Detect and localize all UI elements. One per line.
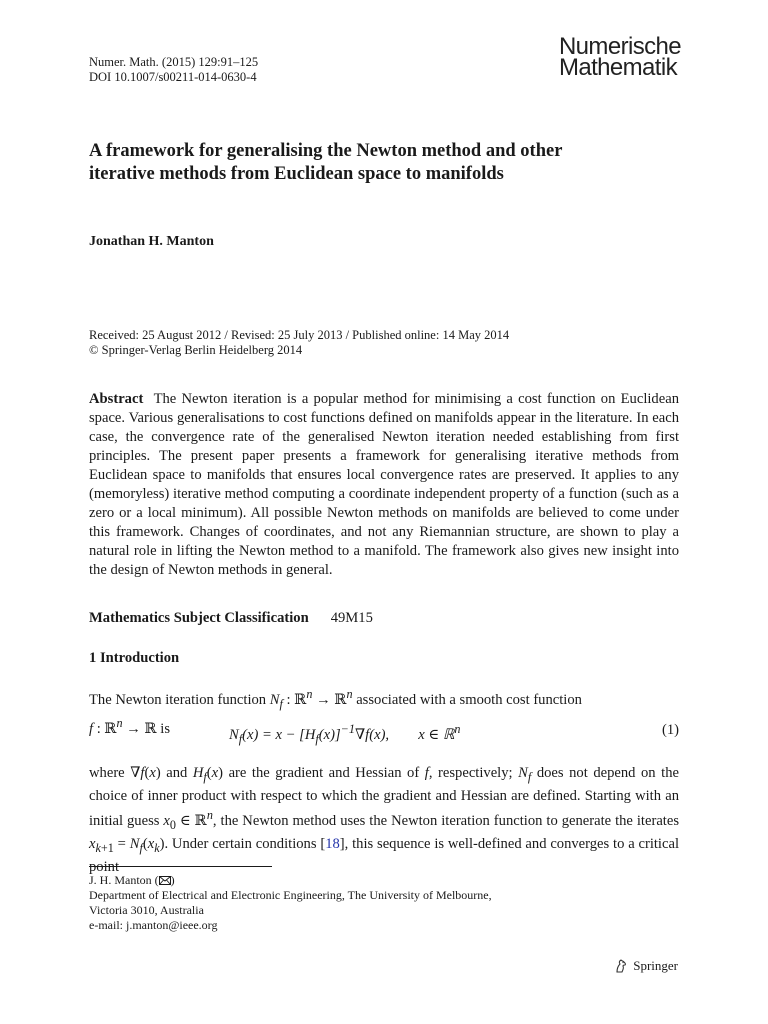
citation: Numer. Math. (2015) 129:91–125 (89, 55, 259, 69)
author-name: Jonathan H. Manton (89, 234, 214, 249)
author-footnote (89, 873, 679, 933)
springer-horse-icon (613, 958, 629, 974)
paper-title: A framework for generalising the Newton method and other iterative methods from Euclidean space to manifolds (89, 141, 563, 184)
doi: DOI 10.1007/s00211-014-0630-4 (89, 70, 257, 84)
publisher-name: Springer (633, 958, 678, 973)
header-meta (89, 55, 258, 85)
department: Department of Electrical and Electronic Engineering, The University of Melbourne, (89, 888, 492, 902)
history-dates: Received: 25 August 2012 / Revised: 25 July 2013 / Published online: 14 May 2014 (89, 328, 510, 342)
publication-dates (89, 328, 509, 358)
equation-number: (1) (661, 722, 679, 738)
msc-label: Mathematics Subject Classification (89, 610, 309, 626)
msc-line (89, 610, 373, 627)
journal-name-line1: Numerische (558, 33, 681, 60)
abstract-label: Abstract (89, 391, 144, 407)
section-heading: 1 Introduction (89, 650, 180, 666)
footnote-rule (89, 866, 272, 867)
msc-code: 49M15 (330, 610, 373, 626)
envelope-icon (159, 876, 171, 885)
journal-logo (558, 33, 681, 81)
publisher-mark (613, 958, 678, 974)
address: Victoria 3010, Australia (89, 903, 204, 917)
equation-body: $N_f(x) = x - [H_f(x)]^{-1}\nabla f(x)$, x ∈ ℝ$^n$ (229, 722, 461, 746)
email: e-mail: j.manton@ieee.org (89, 918, 218, 932)
corresponding-author: J. H. Manton ( ) (89, 873, 175, 887)
abstract-text: The Newton iteration is a popular method for minimising a cost function on Euclidean space. Various generalisations to cost functions defined on manifolds appear in the literature. In each case, the convergence rate of the generalised Newton iteration needed establishing from first principles. The present paper presents a framework for generalising iterative methods from Euclidean space to manifolds that ensures local convergence rates are preserved. It applies to any (memoryless) iterative method computing a coordinate independent property of a function (such as a zero or a local minimum). All possible Newton methods on manifolds are believed to come under this framework. Changes of coordinates, and not any Riemannian structure, are shown to play a natural role in lifting the Newton method to a manifold. The framework also gives new insight into the design of Newton methods in general. (89, 391, 679, 578)
copyright: © Springer-Verlag Berlin Heidelberg 2014 (89, 343, 303, 357)
intro-paragraph-1: The Newton iteration function $N_f$ : ℝ$^n$ → ℝ$^n$ associated with a smooth cost function f : ℝ$^n$ → ℝ is (89, 687, 582, 737)
intro-paragraph-2: where ∇f(x) and $H_f(x)$ are the gradient and Hessian of f, respectively; $N_f$ does not depend on the choice of inner product with respect to which the gradient and Hessian are defined. Starting with an initial guess $x_0$ ∈ ℝ$^n$, the Newton method uses the Newton iteration function to generate the iterates $x_{k+1} = N_f(x_k)$. Under certain conditions [18], this sequence is well-defined and converges to a critical point (89, 765, 680, 875)
abstract (89, 390, 679, 580)
citation-link[interactable]: 18 (325, 835, 340, 852)
journal-name-line2: Mathematik (558, 54, 677, 81)
